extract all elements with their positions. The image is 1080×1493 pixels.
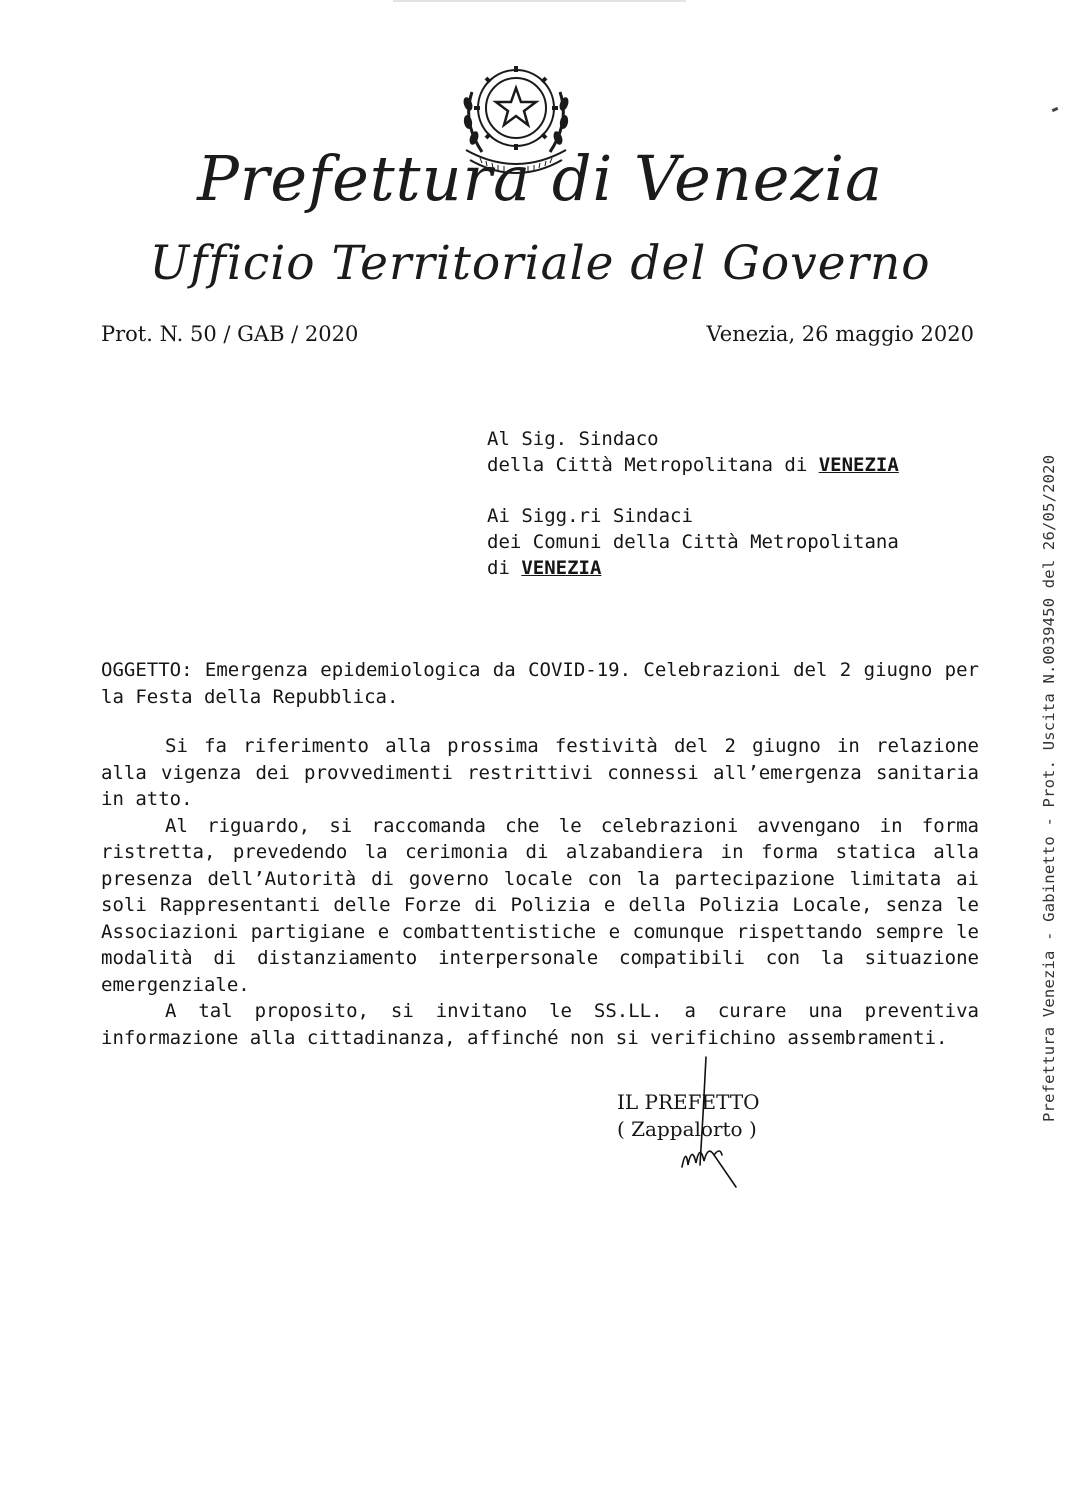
recipient-line [487, 555, 899, 581]
letterhead-subtitle: Ufficio Territoriale del Governo [149, 236, 931, 291]
place-date: Venezia, 26 maggio 2020 [706, 322, 974, 346]
protocol-number: Prot. N. 50 / GAB / 2020 [101, 322, 359, 346]
letter-body [101, 733, 979, 1051]
subject-text: Emergenza epidemiologica da COVID-19. Celebrazioni del 2 giugno per la Festa della Repubblica. [101, 659, 979, 708]
letterhead-title: Prefettura di Venezia [197, 142, 883, 215]
recipient-line: Ai Sigg.ri Sindaci [487, 505, 693, 527]
scan-speck [1052, 107, 1059, 112]
signatory-title: IL PREFETTO [617, 1090, 760, 1114]
recipient-line: Al Sig. Sindaco [487, 428, 659, 450]
recipient-block-mayors [487, 503, 899, 581]
recipient-prefix: di [487, 557, 522, 579]
recipient-city: VENEZIA [818, 454, 899, 476]
body-paragraph: Si fa riferimento alla prossima festività del 2 giugno in relazione alla vigenza dei provvedimenti restrittivi connessi all’emergenza sanitaria in atto. [101, 735, 979, 810]
handwritten-signature [670, 1055, 750, 1195]
body-paragraph: Al riguardo, si raccomanda che le celebrazioni avvengano in forma ristretta, prevedendo la cerimonia di alzabandiera in forma statica alla presenza dell’Autorità di governo locale con la partecipazione limitata ai soli Rappresentanti delle Forze di Polizia e della Polizia Locale, senza le Associazioni partigiane e combattentistiche e comunque rispettando sempre le modalità di distanziamento interpersonale compatibili con la situazione emergenziale. [101, 814, 979, 996]
recipient-block-mayor [487, 426, 899, 478]
subject [101, 657, 979, 710]
subject-label: OGGETTO: [101, 659, 193, 681]
recipient-line: dei Comuni della Città Metropolitana [487, 531, 899, 553]
signatory-name: ( Zappalorto ) [617, 1117, 757, 1141]
recipient-prefix: della Città Metropolitana di [487, 454, 819, 476]
protocol-stamp: Prefettura Venezia - Gabinetto - Prot. Uscita N.0039450 del 26/05/2020 [1040, 454, 1058, 1122]
recipient-city: VENEZIA [521, 557, 602, 579]
body-paragraph: A tal proposito, si invitano le SS.LL. a curare una preventiva informazione alla cittadinanza, affinché non si verifichino assembramenti. [101, 1000, 979, 1049]
recipient-line [487, 452, 899, 478]
scan-edge-mark [393, 0, 686, 2]
